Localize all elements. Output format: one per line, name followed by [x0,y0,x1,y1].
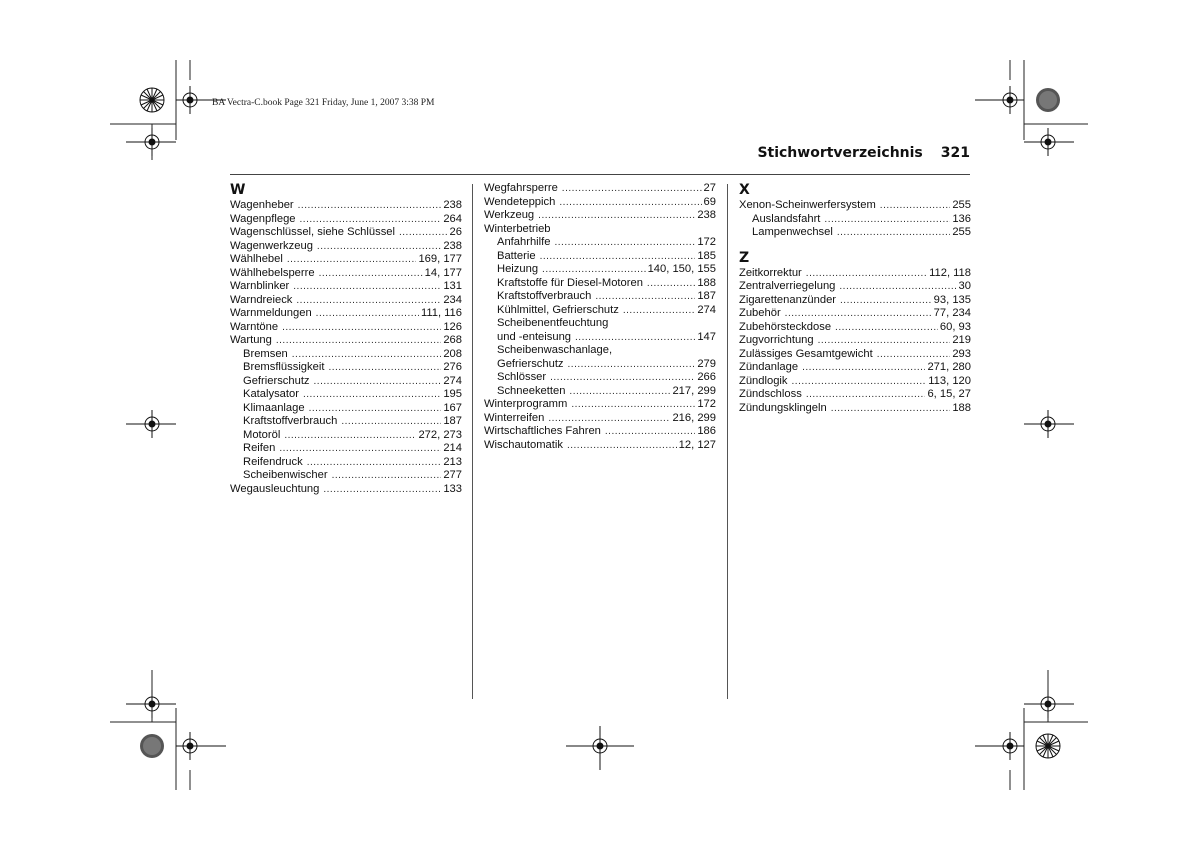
dot-leader [837,226,950,240]
entry-pages: 293 [952,347,971,360]
index-entry [739,402,971,416]
entry-pages: 279 [697,357,716,370]
dot-leader [559,196,701,210]
dot-leader [323,483,441,497]
index-entry [230,321,462,335]
dot-leader [877,348,951,362]
entry-term: Zündungsklingeln [739,401,827,414]
entry-term: Schlösser [497,371,547,383]
entry-pages: 238 [697,209,716,221]
entry-pages: 12, 127 [678,438,716,451]
index-entry [484,371,716,385]
index-entry [484,398,716,412]
dot-leader [550,371,695,385]
index-entry [230,429,462,443]
index-entry [230,415,462,429]
index-entry [230,267,462,281]
dot-leader [332,469,442,483]
entry-pages: 167 [443,401,462,414]
entry-term: Wischautomatik [484,438,563,451]
entry-pages: 140, 150, 155 [647,263,716,275]
dot-leader [303,388,441,402]
entry-term: Motoröl [243,428,281,441]
dot-leader [538,209,695,223]
dot-leader [792,375,927,389]
entry-term: Gefrierschutz [497,357,564,370]
entry-pages: 187 [697,290,716,302]
entry-pages: 111, 116 [420,307,462,319]
entry-list [230,199,462,496]
index-entry [739,267,971,281]
index-entry [484,385,716,399]
index-column-3 [739,182,971,415]
entry-term: und -enteisung [497,330,572,343]
index-entry [739,334,971,348]
dot-leader [840,294,932,308]
dot-leader [309,402,442,416]
book-info: BA Vectra-C.book Page 321 Friday, June 1, 2007 3:38 PM [212,98,435,108]
entry-term: Winterbetrieb [484,222,551,235]
entry-term: Wagenschlüssel, siehe Schlüssel [230,226,395,238]
dot-leader [316,307,419,321]
index-entry [484,196,716,210]
header-rule [230,174,970,175]
index-entry [484,209,716,223]
entry-pages: 214 [443,442,462,454]
entry-term: Wegausleuchtung [230,482,320,495]
entry-term: Wählhebel [230,253,283,265]
entry-list [739,199,971,240]
entry-pages: 6, 15, 27 [927,388,971,400]
entry-term: Klimaanlage [243,401,305,414]
entry-term: Zentralverriegelung [739,280,836,292]
entry-term: Warndreieck [230,293,293,306]
index-entry [230,213,462,227]
index-entry [230,469,462,483]
entry-pages: 274 [443,374,462,387]
entry-term: Auslandsfahrt [752,212,821,225]
index-entry [230,402,462,416]
dot-leader [287,253,417,267]
dot-leader [802,361,925,375]
dot-leader [880,199,951,213]
dot-leader [548,412,670,426]
index-entry [739,307,971,321]
entry-pages: 186 [697,425,716,437]
index-entry [484,250,716,264]
dot-leader [282,321,441,335]
entry-pages: 136 [952,212,971,225]
entry-term: Wegfahrsperre [484,182,558,194]
dot-leader [818,334,951,348]
dot-leader [296,294,441,308]
section-letter: X [739,182,750,198]
index-entry [739,226,971,240]
entry-term: Warnblinker [230,280,290,292]
entry-term: Wartung [230,334,272,346]
dot-leader [575,331,695,345]
dot-leader [569,385,670,399]
entry-term: Reifen [243,442,276,454]
entry-term: Wählhebelsperre [230,266,315,279]
dot-leader [839,280,956,294]
entry-term: Kühlmittel, Gefrierschutz [497,303,619,316]
entry-term: Wirtschaftliches Fahren [484,425,601,437]
dot-leader [595,290,695,304]
index-entry [484,425,716,439]
index-entry [484,182,716,196]
index-column-2 [484,182,716,452]
page-title: Stichwortverzeichnis [757,145,923,161]
dot-leader [298,199,442,213]
entry-pages: 219 [952,334,971,346]
entry-term: Warntöne [230,320,279,333]
entry-term: Scheibenwischer [243,469,328,481]
entry-term: Scheibenentfeuchtung [497,317,609,329]
entry-term: Zulässiges Gesamtgewicht [739,347,873,360]
dot-leader [806,267,927,281]
dot-leader [319,267,423,281]
entry-pages: 255 [952,226,971,238]
entry-term: Kraftstoffe für Diesel-Motoren [497,276,643,289]
dot-leader [568,358,696,372]
dot-leader [540,250,696,264]
entry-term: Winterprogramm [484,398,568,410]
index-entry [484,358,716,372]
entry-pages: 208 [443,347,462,360]
index-entry [739,375,971,389]
index-entry [484,439,716,453]
entry-term: Katalysator [243,388,299,400]
entry-pages: 112, 118 [929,266,971,279]
index-entry [230,456,462,470]
entry-list [484,182,716,452]
index-entry [484,412,716,426]
dot-leader [824,213,950,227]
index-entry [484,277,716,291]
index-entry [230,388,462,402]
entry-term: Wendeteppich [484,195,556,208]
entry-term: Zugvorrichtung [739,334,814,346]
entry-term: Schneeketten [497,384,566,397]
dot-leader [647,277,695,291]
entry-term: Heizung [497,263,539,275]
entry-term: Wagenwerkzeug [230,239,313,252]
entry-pages: 255 [952,199,971,211]
entry-pages: 77, 234 [933,307,971,319]
dot-leader [835,321,938,335]
entry-term: Gefrierschutz [243,374,310,387]
dot-leader [300,213,442,227]
entry-pages: 195 [443,388,462,400]
entry-term: Bremsflüssigkeit [243,361,325,373]
dot-leader [562,182,702,196]
entry-term: Bremsen [243,347,288,360]
entry-pages: 213 [443,455,462,468]
index-entry [230,334,462,348]
dot-leader [555,236,696,250]
dot-leader [567,439,677,453]
index-entry [484,290,716,304]
entry-term: Wagenpflege [230,212,296,225]
dot-leader [279,442,441,456]
dot-leader [284,429,416,443]
column-divider [472,184,473,699]
index-entry [230,361,462,375]
entry-pages: 271, 280 [927,361,971,373]
dot-leader [293,280,441,294]
dot-leader [317,240,441,254]
entry-term: Batterie [497,249,536,262]
entry-pages: 172 [697,398,716,410]
dot-leader [328,361,441,375]
entry-pages: 238 [443,199,462,211]
entry-pages: 93, 135 [933,293,971,306]
index-entry [739,280,971,294]
entry-pages: 185 [697,249,716,262]
entry-pages: 133 [443,482,462,495]
index-entry [230,253,462,267]
index-column-1 [230,182,462,496]
entry-pages: 26 [449,226,462,238]
entry-term: Zigarettenanzünder [739,293,837,306]
entry-pages: 60, 93 [939,320,971,333]
index-entry [739,388,971,402]
entry-pages: 187 [443,415,462,427]
entry-pages: 272, 273 [418,428,462,441]
entry-term: Zubehör [739,307,781,319]
entry-pages: 217, 299 [672,384,716,397]
index-entry [230,226,462,240]
dot-leader [292,348,442,362]
index-entry [230,442,462,456]
dot-leader [341,415,441,429]
index-entry [484,236,716,250]
entry-term: Zeitkorrektur [739,266,802,279]
dot-leader [571,398,695,412]
entry-term: Zündanlage [739,361,799,373]
entry-pages: 268 [443,334,462,346]
entry-pages: 216, 299 [672,411,716,424]
index-entry [230,375,462,389]
entry-pages: 276 [443,361,462,373]
index-entry [230,294,462,308]
entry-term: Zündschloss [739,388,802,400]
index-entry [230,199,462,213]
index-entry [739,294,971,308]
entry-pages: 131 [443,280,462,292]
entry-pages: 274 [697,303,716,316]
entry-pages: 30 [958,280,971,292]
index-entry [739,361,971,375]
dot-leader [806,388,926,402]
entry-pages: 188 [697,276,716,289]
dot-leader [785,307,932,321]
dot-leader [542,263,646,277]
entry-pages: 69 [703,195,716,208]
index-entry [484,317,716,331]
entry-pages: 266 [697,371,716,383]
column-divider [727,184,728,699]
entry-pages: 188 [952,401,971,414]
entry-term: Winterreifen [484,411,545,424]
index-entry [739,213,971,227]
entry-pages: 277 [443,469,462,481]
index-entry [484,263,716,277]
entry-term: Kraftstoffverbrauch [497,290,592,302]
entry-pages: 172 [697,236,716,248]
index-entry [739,321,971,335]
entry-term: Wagenheber [230,199,294,211]
entry-pages: 147 [697,330,716,343]
entry-term: Warnmeldungen [230,307,312,319]
dot-leader [623,304,695,318]
index-entry [484,331,716,345]
section-letter: W [230,182,246,198]
entry-pages: 238 [443,239,462,252]
page-header [740,145,970,161]
entry-pages: 126 [443,320,462,333]
entry-pages: 234 [443,293,462,306]
entry-term: Kraftstoffverbrauch [243,415,338,427]
index-entry [484,344,716,358]
page-number: 321 [940,145,970,161]
entry-term: Scheibenwaschanlage, [497,344,613,356]
entry-term: Lampenwechsel [752,226,833,238]
entry-term: Anfahrhilfe [497,236,551,248]
entry-term: Zubehörsteckdose [739,320,832,333]
entry-term: Xenon-Scheinwerfersystem [739,199,876,211]
index-entry [230,483,462,497]
index-entry [230,280,462,294]
dot-leader [399,226,448,240]
dot-leader [314,375,442,389]
index-entry [230,307,462,321]
dot-leader [307,456,442,470]
index-entry [484,304,716,318]
index-entry [484,223,716,237]
section-letter: Z [739,249,750,266]
entry-pages: 169, 177 [418,253,462,265]
entry-term: Werkzeug [484,209,535,221]
entry-term: Zündlogik [739,374,788,387]
index-entry [739,348,971,362]
index-entry [739,199,971,213]
dot-leader [605,425,695,439]
index-entry [230,348,462,362]
entry-list [739,267,971,416]
entry-pages: 264 [443,212,462,225]
index-entry [230,240,462,254]
entry-pages: 14, 177 [424,266,462,279]
dot-leader [276,334,441,348]
entry-term: Reifendruck [243,455,303,468]
entry-pages: 113, 120 [928,374,971,387]
entry-pages: 27 [703,182,716,194]
dot-leader [831,402,951,416]
